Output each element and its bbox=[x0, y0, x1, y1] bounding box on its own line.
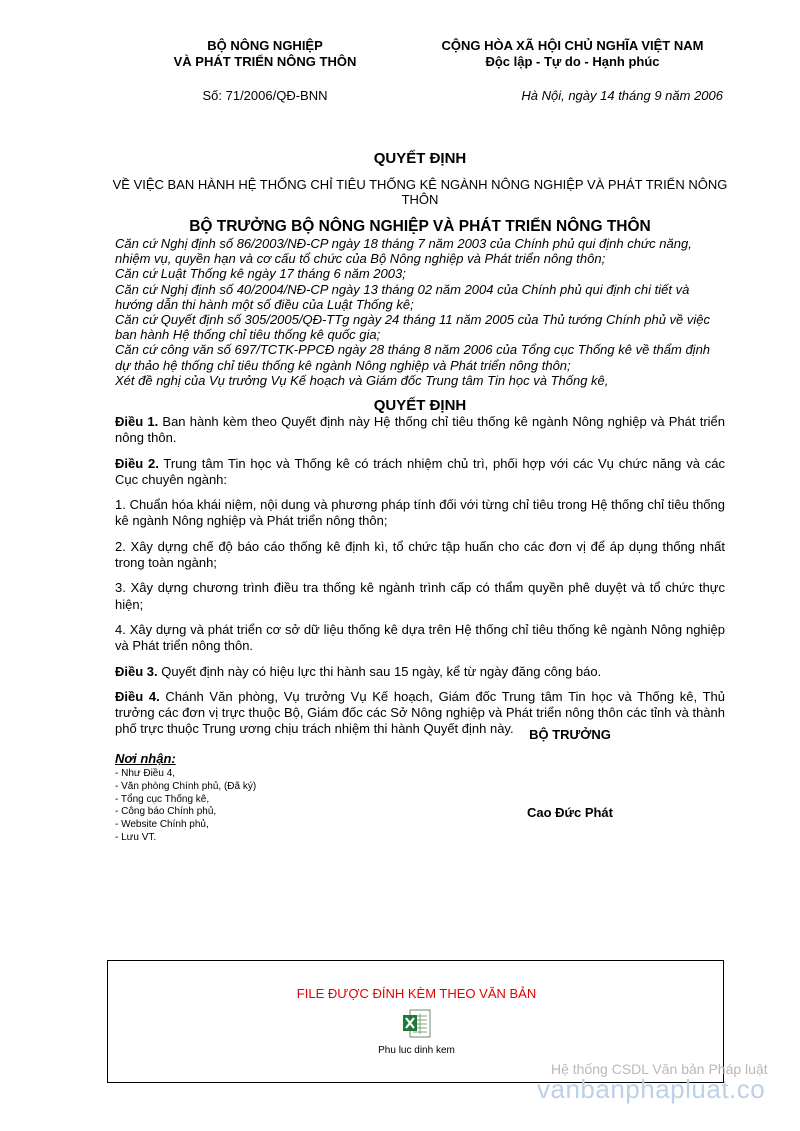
recipients-title: Nơi nhận: bbox=[115, 751, 176, 766]
recipient-item: - Văn phòng Chính phủ, (Đã ký) bbox=[115, 780, 257, 792]
article-1-label: Điều 1. bbox=[115, 414, 159, 429]
recipients-list bbox=[115, 768, 375, 845]
watermark-line-2: vanbanphapluat.co bbox=[537, 1074, 766, 1104]
place-date: Hà Nội, ngày 14 tháng 9 năm 2006 bbox=[521, 88, 723, 103]
basis-item: Căn cứ Quyết định số 305/2005/QĐ-TTg ngày 24 tháng 11 năm 2005 của Thủ tướng Chính phủ về việc ban hành Hệ thống chỉ tiêu thống kê quốc gia; bbox=[115, 312, 711, 343]
basis-item: Căn cứ Nghị định số 40/2004/NĐ-CP ngày 13 tháng 02 năm 2004 của Chính phủ qui định chi tiết và hướng dẫn thi hành một số điều của Luật Thống kê; bbox=[115, 281, 690, 312]
issuing-organization bbox=[145, 38, 385, 70]
article-2-item: 2. Xây dựng chế độ báo cáo thống kê định kì, tổ chức tập huấn cho các đơn vị để áp dụng thống nhất trong toàn ngành; bbox=[115, 538, 725, 571]
article-4-label: Điều 4. bbox=[115, 688, 160, 704]
article-2-item: 1. Chuẩn hóa khái niệm, nội dung và phương pháp tính đối với từng chỉ tiêu trong Hệ thống chỉ tiêu thống kê ngành Nông nghiệp và Phát triển nông thôn; bbox=[115, 497, 725, 529]
recipient-item: - Tổng cục Thống kê, bbox=[115, 793, 210, 805]
nation-line-2: Độc lập - Tự do - Hạnh phúc bbox=[485, 54, 660, 69]
watermark-line-1: Hệ thống CSDL Văn bản Pháp luật bbox=[551, 1061, 768, 1077]
national-motto bbox=[405, 38, 740, 70]
article-4-text: Chánh Văn phòng, Vụ trưởng Vụ Kế hoạch, Giám đốc Trung tâm Tin học và Thống kê, Thủ trưởng các đơn vị trực thuộc Bộ, Giám đốc các Sở Nông nghiệp và Phát triển nông thôn các tỉnh và thành phố trực thuộc Trung ương chịu trách nhiệm thi hành Quyết định này. bbox=[115, 688, 725, 737]
article-1-text: Ban hành kèm theo Quyết định này Hệ thống chỉ tiêu thống kê ngành Nông nghiệp và Phát triển nông thôn. bbox=[115, 414, 726, 446]
recipient-item: - Website Chính phủ, bbox=[115, 819, 209, 831]
document-subject: VỀ VIỆC BAN HÀNH HỆ THỐNG CHỈ TIÊU THỐNG KÊ NGÀNH NÔNG NGHIỆP VÀ PHÁT TRIỂN NÔNG THÔN bbox=[112, 177, 728, 207]
excel-file-icon[interactable] bbox=[402, 1009, 432, 1039]
article-3-text: Quyết định này có hiệu lực thi hành sau 15 ngày, kể từ ngày đăng công báo. bbox=[157, 663, 602, 679]
signer-title: BỘ TRƯỞNG bbox=[529, 727, 611, 742]
document-number: Số: 71/2006/QĐ-BNN bbox=[202, 88, 328, 103]
legal-basis bbox=[115, 236, 725, 388]
article-3-label: Điều 3. bbox=[115, 663, 158, 679]
recipient-item: - Như Điều 4, bbox=[115, 768, 176, 779]
article-2 bbox=[115, 456, 725, 489]
article-2-label: Điều 2. bbox=[115, 455, 159, 471]
org-line-1: BỘ NÔNG NGHIỆP bbox=[207, 38, 323, 53]
decision-title: QUYẾT ĐỊNH bbox=[373, 397, 467, 414]
article-2-item: 4. Xây dựng và phát triển cơ sở dữ liệu thống kê dựa trên Hệ thống chỉ tiêu thống kê ngành Nông nghiệp và Phát triển nông thôn. bbox=[115, 621, 725, 654]
attachment-file-label[interactable]: Phu luc dinh kem bbox=[378, 1045, 455, 1056]
attachment-title: FILE ĐƯỢC ĐÍNH KÈM THEO VĂN BẢN bbox=[296, 986, 537, 1001]
recipient-item: - Lưu VT. bbox=[115, 831, 157, 843]
signer-name: Cao Đức Phát bbox=[527, 805, 613, 820]
article-2-text: Trung tâm Tin học và Thống kê có trách nhiệm chủ trì, phối hợp với các Vụ chức năng và các Cục chuyên ngành: bbox=[115, 455, 726, 487]
nation-line-1: CỘNG HÒA XÃ HỘI CHỦ NGHĨA VIỆT NAM bbox=[441, 38, 704, 53]
document-title: QUYẾT ĐỊNH bbox=[373, 150, 467, 167]
basis-item: Căn cứ Nghị định số 86/2003/NĐ-CP ngày 18 tháng 7 năm 2003 của Chính phủ qui định chức năng, nhiệm vụ, quyền hạn và cơ cấu tổ chức của Bộ Nông nghiệp và Phát triển nông thôn; bbox=[115, 236, 692, 267]
recipient-item: - Công báo Chính phủ, bbox=[115, 806, 217, 818]
basis-item: Căn cứ Luật Thống kê ngày 17 tháng 6 năm 2003; bbox=[115, 266, 406, 282]
article-3 bbox=[115, 664, 725, 680]
recipients bbox=[115, 751, 375, 845]
issuer-title: BỘ TRƯỞNG BỘ NÔNG NGHIỆP VÀ PHÁT TRIỂN NÔNG THÔN bbox=[189, 218, 651, 235]
decision-body bbox=[115, 414, 725, 747]
org-line-2: VÀ PHÁT TRIỂN NÔNG THÔN bbox=[173, 54, 357, 69]
article-2-item: 3. Xây dựng chương trình điều tra thống kê ngành trình cấp có thẩm quyền phê duyệt và tổ chức thực hiện; bbox=[115, 580, 725, 612]
basis-item: Xét đề nghị của Vụ trưởng Vụ Kế hoạch và Giám đốc Trung tâm Tin học và Thống kê, bbox=[115, 372, 609, 388]
basis-item: Căn cứ công văn số 697/TCTK-PPCĐ ngày 28 tháng 8 năm 2006 của Tổng cục Thống kê về thẩm định dự thảo hệ thống chỉ tiêu thống kê ngành Nông nghiệp và Phát triển nông thôn; bbox=[115, 342, 711, 373]
article-1 bbox=[115, 414, 725, 447]
